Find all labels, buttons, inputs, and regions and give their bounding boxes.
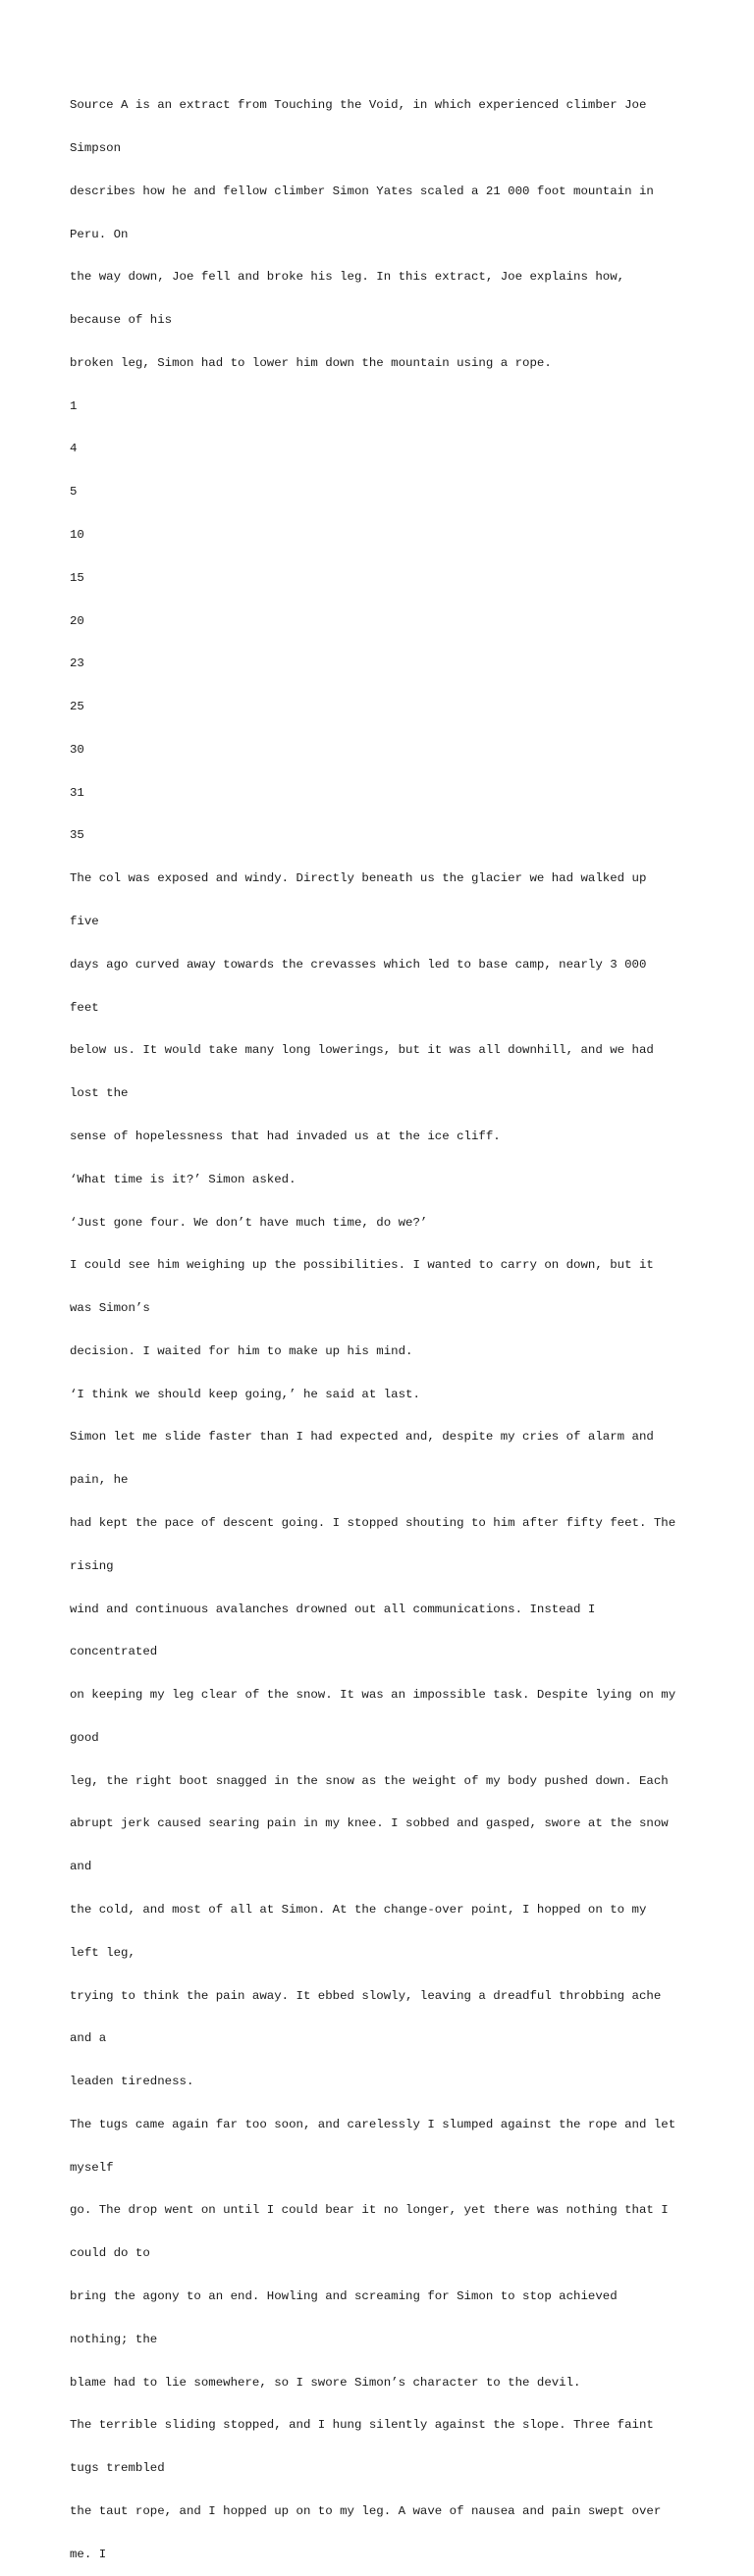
text-line: Source A is an extract from Touching the Void, in which experienced climber Joe [70,98,647,113]
text-line: tugs trembled [70,2461,165,2476]
line-number: 25 [70,700,84,714]
text-line: feet [70,1000,99,1015]
line-number: 31 [70,785,84,800]
text-line: The col was exposed and windy. Directly beneath us the glacier we had walked up [70,871,647,886]
text-line: left leg, [70,1945,135,1960]
text-line: ‘What time is it?’ Simon asked. [70,1172,296,1186]
text-line: leaden tiredness. [70,2075,194,2089]
text-line: and a [70,2031,107,2046]
text-line: myself [70,2160,114,2175]
text-line: The tugs came again far too soon, and carelessly I slumped against the rope and let [70,2117,676,2131]
text-line: bring the agony to an end. Howling and screaming for Simon to stop achieved [70,2289,618,2304]
line-number: 15 [70,570,84,585]
text-line: pain, he [70,1473,129,1488]
text-line: I could see him weighing up the possibilities. I wanted to carry on down, but it [70,1258,654,1273]
text-line: concentrated [70,1645,158,1659]
line-number: 20 [70,613,84,628]
line-number: 35 [70,828,84,843]
text-line: ‘Just gone four. We don’t have much time, do we?’ [70,1215,428,1230]
text-line: describes how he and fellow climber Simon Yates scaled a 21 000 foot mountain in [70,184,654,198]
text-line: on keeping my leg clear of the snow. It was an impossible task. Despite lying on my [70,1688,676,1703]
text-line: the taut rope, and I hopped up on to my leg. A wave of nausea and pain swept over [70,2503,662,2518]
line-number: 23 [70,657,84,671]
text-line: trying to think the pain away. It ebbed slowly, leaving a dreadful throbbing ache [70,1988,662,2003]
line-number: 5 [70,485,78,499]
text-line: me. I [70,2547,107,2561]
text-line: decision. I waited for him to make up his mind. [70,1343,413,1358]
text-line: broken leg, Simon had to lower him down the mountain using a rope. [70,355,552,370]
text-line: days ago curved away towards the crevasses which led to base camp, nearly 3 000 [70,957,647,972]
text-line: nothing; the [70,2332,158,2346]
text-line: rising [70,1558,114,1573]
text-line: lost the [70,1086,129,1101]
text-line: five [70,915,99,929]
text-line: Simpson [70,140,122,155]
text-line: because of his [70,313,173,328]
text-line: the way down, Joe fell and broke his leg. In this extract, Joe explains how, [70,270,625,285]
text-line: leg, the right boot snagged in the snow as the weight of my body pushed down. Each [70,1773,669,1788]
text-line: Peru. On [70,227,129,241]
text-line: was Simon’s [70,1301,150,1316]
text-line: the cold, and most of all at Simon. At the change-over point, I hopped on to my [70,1903,647,1917]
text-line: below us. It would take many long lowerings, but it was all downhill, and we had [70,1043,654,1058]
text-line: wind and continuous avalanches drowned out all communications. Instead I [70,1602,596,1616]
text-line: and [70,1860,92,1874]
text-line: go. The drop went on until I could bear it no longer, yet there was nothing that I [70,2203,669,2218]
line-number: 30 [70,742,84,757]
text-line: Simon let me slide faster than I had expected and, despite my cries of alarm and [70,1430,654,1445]
text-line: sense of hopelessness that had invaded us at the ice cliff. [70,1129,501,1143]
text-line: good [70,1730,99,1745]
text-line: blame had to lie somewhere, so I swore Simon’s character to the devil. [70,2375,581,2390]
line-number: 10 [70,528,84,542]
text-line: The terrible sliding stopped, and I hung silently against the slope. Three faint [70,2418,654,2433]
text-line: ‘I think we should keep going,’ he said at last. [70,1387,420,1401]
line-number: 1 [70,398,78,413]
text-line: could do to [70,2246,150,2261]
line-number: 4 [70,442,78,456]
text-line: had kept the pace of descent going. I stopped shouting to him after fifty feet. The [70,1515,676,1530]
text-line: abrupt jerk caused searing pain in my knee. I sobbed and gasped, swore at the snow [70,1816,669,1831]
document-text [70,70,698,2576]
